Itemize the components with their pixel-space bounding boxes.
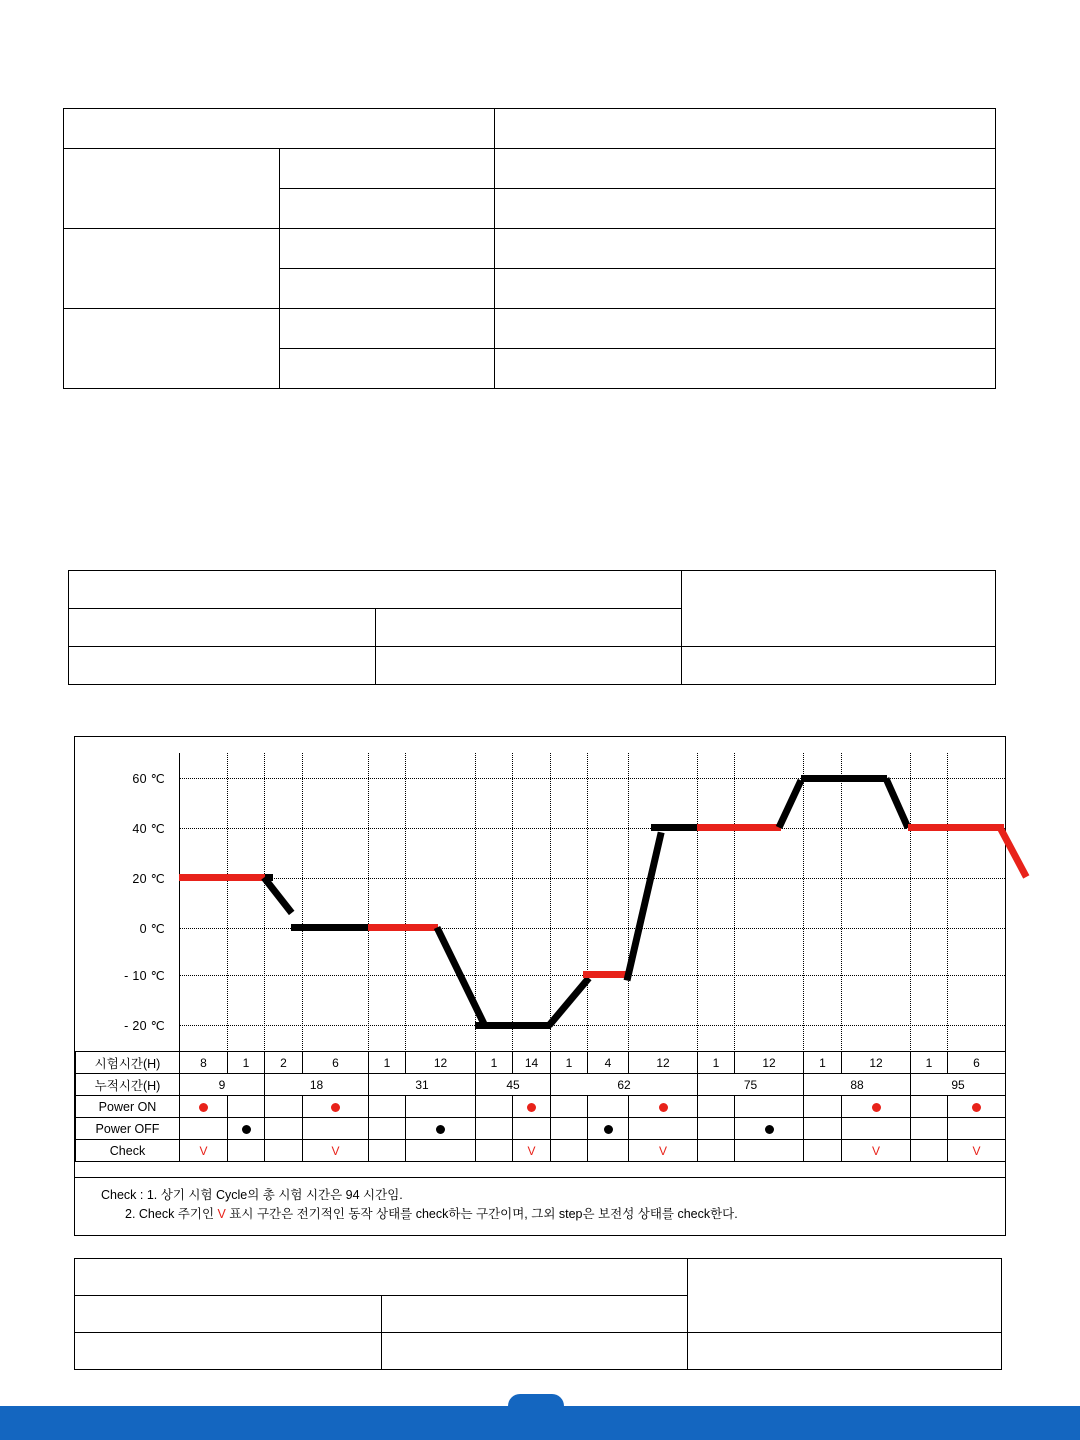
table-cell: [495, 189, 996, 229]
profile-segment-black: [546, 976, 591, 1028]
profile-segment-red: [368, 924, 438, 931]
profile-segment-black: [883, 777, 911, 829]
gridline-v: [302, 753, 303, 1052]
table-cell: [682, 571, 996, 647]
cell-power-off: [369, 1118, 406, 1140]
row-label-check: Check: [76, 1140, 180, 1162]
table-cell: [279, 189, 495, 229]
y-tick-label: - 20 ℃: [124, 1019, 165, 1033]
gridline-v: [697, 753, 698, 1052]
row-label-cumulative-time: 누적시간(H): [76, 1074, 180, 1096]
table-cell: [682, 647, 996, 685]
cell-check: [911, 1140, 948, 1162]
check-mark: V: [658, 1143, 667, 1158]
cell-power-off: [629, 1118, 698, 1140]
table-cell: [279, 229, 495, 269]
power-off-dot-icon: [604, 1125, 613, 1134]
cell-power-off: [180, 1118, 228, 1140]
table-cell: [64, 149, 280, 229]
table-cell: [279, 149, 495, 189]
cell-power-on: [476, 1096, 513, 1118]
table-row-test-time: [76, 1052, 1006, 1074]
gridline-v: [550, 753, 551, 1052]
table-cell: [64, 309, 280, 389]
table-cell: [69, 571, 682, 609]
cell-test-hours: 4: [588, 1052, 629, 1074]
temperature-cycle-chart: [74, 736, 1006, 1236]
cell-check: [735, 1140, 804, 1162]
cell-check: [698, 1140, 735, 1162]
table-cell: [279, 349, 495, 389]
cell-cumulative: 62: [551, 1074, 698, 1096]
profile-segment-black: [434, 926, 489, 1028]
y-tick-label: 20 ℃: [132, 872, 165, 886]
gridline-v: [179, 753, 180, 1052]
note-check-mark: V: [217, 1207, 226, 1222]
cell-cumulative: 75: [698, 1074, 804, 1096]
cell-power-off: [476, 1118, 513, 1140]
profile-segment-red: [908, 824, 1004, 831]
table-cell: [279, 269, 495, 309]
profile-segment-red: [583, 971, 630, 978]
profile-segment-black: [651, 824, 698, 831]
cell-power-on: [406, 1096, 476, 1118]
cell-check: [629, 1140, 698, 1162]
cell-test-hours: 12: [735, 1052, 804, 1074]
cell-check: [303, 1140, 369, 1162]
cell-check: [228, 1140, 265, 1162]
profile-segment-red: [697, 824, 781, 831]
profile-segment-red: [179, 874, 265, 881]
table-cell: [279, 309, 495, 349]
table-cell: [495, 229, 996, 269]
cell-power-off: [804, 1118, 842, 1140]
power-on-dot-icon: [872, 1103, 881, 1112]
cell-check: [551, 1140, 588, 1162]
cell-test-hours: 1: [551, 1052, 588, 1074]
cell-check: [406, 1140, 476, 1162]
cell-power-off: [698, 1118, 735, 1140]
profile-segment-black: [624, 832, 665, 982]
footer-tab-shape: [508, 1394, 564, 1420]
gridline-v: [628, 753, 629, 1052]
table-cell: [375, 647, 682, 685]
cell-check: [265, 1140, 303, 1162]
cell-cumulative: 9: [180, 1074, 265, 1096]
table-cell: [381, 1296, 688, 1333]
cell-check: [804, 1140, 842, 1162]
cell-test-hours: 14: [513, 1052, 551, 1074]
table-row-power-on: [76, 1096, 1006, 1118]
cell-cumulative: 18: [265, 1074, 369, 1096]
table-cell: [75, 1259, 688, 1296]
gridline-v: [368, 753, 369, 1052]
table-cell: [75, 1333, 382, 1370]
cell-check: [369, 1140, 406, 1162]
y-tick-label: 60 ℃: [132, 772, 165, 786]
cell-power-off: [842, 1118, 911, 1140]
cell-power-off: [551, 1118, 588, 1140]
cell-test-hours: 1: [911, 1052, 948, 1074]
table-row-check: [76, 1140, 1006, 1162]
cell-power-off: [406, 1118, 476, 1140]
cell-test-hours: 6: [948, 1052, 1006, 1074]
table-cell: [495, 109, 996, 149]
cell-check: [476, 1140, 513, 1162]
cell-power-on: [265, 1096, 303, 1118]
power-off-dot-icon: [436, 1125, 445, 1134]
power-on-dot-icon: [331, 1103, 340, 1112]
cell-test-hours: 1: [228, 1052, 265, 1074]
cell-power-off: [735, 1118, 804, 1140]
table-cell: [381, 1333, 688, 1370]
y-tick-label: - 10 ℃: [124, 969, 165, 983]
cell-cumulative: 95: [911, 1074, 1006, 1096]
cell-power-on: [180, 1096, 228, 1118]
power-on-dot-icon: [527, 1103, 536, 1112]
cell-test-hours: 12: [842, 1052, 911, 1074]
gridline-v: [587, 753, 588, 1052]
gridline-v: [405, 753, 406, 1052]
cell-power-off: [588, 1118, 629, 1140]
table-row: [64, 309, 996, 349]
y-tick-label: 0 ℃: [139, 922, 165, 936]
row-label-power-off: Power OFF: [76, 1118, 180, 1140]
row-label-test-time: 시험시간(H): [76, 1052, 180, 1074]
profile-segment-black: [776, 779, 804, 829]
check-mark: V: [527, 1143, 536, 1158]
check-mark: V: [871, 1143, 880, 1158]
cell-check: [513, 1140, 551, 1162]
cell-cumulative: 45: [476, 1074, 551, 1096]
cell-power-on: [735, 1096, 804, 1118]
table-cell: [375, 609, 682, 647]
table-cell: [688, 1259, 1002, 1333]
cell-power-on: [588, 1096, 629, 1118]
cell-test-hours: 12: [629, 1052, 698, 1074]
cell-test-hours: 1: [369, 1052, 406, 1074]
cell-power-off: [948, 1118, 1006, 1140]
gridline-v: [264, 753, 265, 1052]
power-off-dot-icon: [242, 1125, 251, 1134]
check-mark: V: [972, 1143, 981, 1158]
table-row: [69, 571, 996, 609]
power-off-dot-icon: [765, 1125, 774, 1134]
table-cell: [69, 647, 376, 685]
cell-cumulative: 31: [369, 1074, 476, 1096]
table-cell: [495, 269, 996, 309]
profile-segment-black: [261, 875, 294, 915]
form-table-bottom: [74, 1258, 1002, 1370]
form-table-middle: [68, 570, 996, 685]
chart-data-table: [75, 1051, 1006, 1162]
check-mark: V: [199, 1143, 208, 1158]
cell-power-on: [369, 1096, 406, 1118]
table-row: [75, 1333, 1002, 1370]
gridline-v: [512, 753, 513, 1052]
table-cell: [69, 609, 376, 647]
cell-test-hours: 2: [265, 1052, 303, 1074]
gridline-v: [947, 753, 948, 1052]
table-row-cumulative-time: [76, 1074, 1006, 1096]
cell-power-off: [228, 1118, 265, 1140]
cell-power-off: [513, 1118, 551, 1140]
cell-check: [948, 1140, 1006, 1162]
table-cell: [64, 229, 280, 309]
note-line-2-b: 표시 구간은 전기적인 동작 상태를 check하는 구간이며, 그외 step은 보전성 상태를 check한다.: [225, 1207, 738, 1222]
table-cell: [495, 349, 996, 389]
table-cell: [495, 309, 996, 349]
table-cell: [688, 1333, 1002, 1370]
table-cell: [495, 149, 996, 189]
cell-test-hours: 6: [303, 1052, 369, 1074]
chart-plot-area: [75, 737, 1007, 1052]
table-row: [69, 647, 996, 685]
note-line-2: [101, 1205, 1005, 1224]
note-line-2-a: 2. Check 주기인: [125, 1207, 218, 1222]
cell-power-on: [513, 1096, 551, 1118]
cell-test-hours: 8: [180, 1052, 228, 1074]
power-on-dot-icon: [199, 1103, 208, 1112]
gridline-v: [1005, 753, 1006, 1052]
profile-segment-red: [997, 826, 1029, 879]
cell-test-hours: 1: [804, 1052, 842, 1074]
gridline-v: [734, 753, 735, 1052]
cell-test-hours: 1: [476, 1052, 513, 1074]
cell-check: [842, 1140, 911, 1162]
gridline-v: [227, 753, 228, 1052]
cell-power-off: [265, 1118, 303, 1140]
cell-power-on: [228, 1096, 265, 1118]
gridline-v: [803, 753, 804, 1052]
table-row-power-off: [76, 1118, 1006, 1140]
cell-check: [588, 1140, 629, 1162]
profile-segment-black: [801, 775, 887, 782]
chart-notes: [75, 1177, 1005, 1225]
gridline-v: [841, 753, 842, 1052]
form-table-top: [63, 108, 996, 389]
cell-power-on: [842, 1096, 911, 1118]
gridline-v: [910, 753, 911, 1052]
table-row: [64, 109, 996, 149]
cell-power-on: [551, 1096, 588, 1118]
row-label-power-on: Power ON: [76, 1096, 180, 1118]
table-cell: [64, 109, 495, 149]
cell-test-hours: 12: [406, 1052, 476, 1074]
table-cell: [75, 1296, 382, 1333]
cell-power-off: [911, 1118, 948, 1140]
check-mark: V: [331, 1143, 340, 1158]
note-line-1: Check : 1. 상기 시험 Cycle의 총 시험 시간은 94 시간임.: [101, 1188, 403, 1202]
table-row: [64, 149, 996, 189]
profile-segment-black: [291, 924, 369, 931]
cell-cumulative: 88: [804, 1074, 911, 1096]
y-tick-label: 40 ℃: [132, 822, 165, 836]
cell-power-off: [303, 1118, 369, 1140]
cell-power-on: [948, 1096, 1006, 1118]
cell-power-on: [629, 1096, 698, 1118]
table-row: [64, 229, 996, 269]
cell-power-on: [698, 1096, 735, 1118]
cell-power-on: [804, 1096, 842, 1118]
table-row: [75, 1259, 1002, 1296]
cell-test-hours: 1: [698, 1052, 735, 1074]
cell-power-on: [303, 1096, 369, 1118]
profile-segment-black: [475, 1022, 551, 1029]
power-on-dot-icon: [972, 1103, 981, 1112]
cell-power-on: [911, 1096, 948, 1118]
power-on-dot-icon: [659, 1103, 668, 1112]
cell-check: [180, 1140, 228, 1162]
